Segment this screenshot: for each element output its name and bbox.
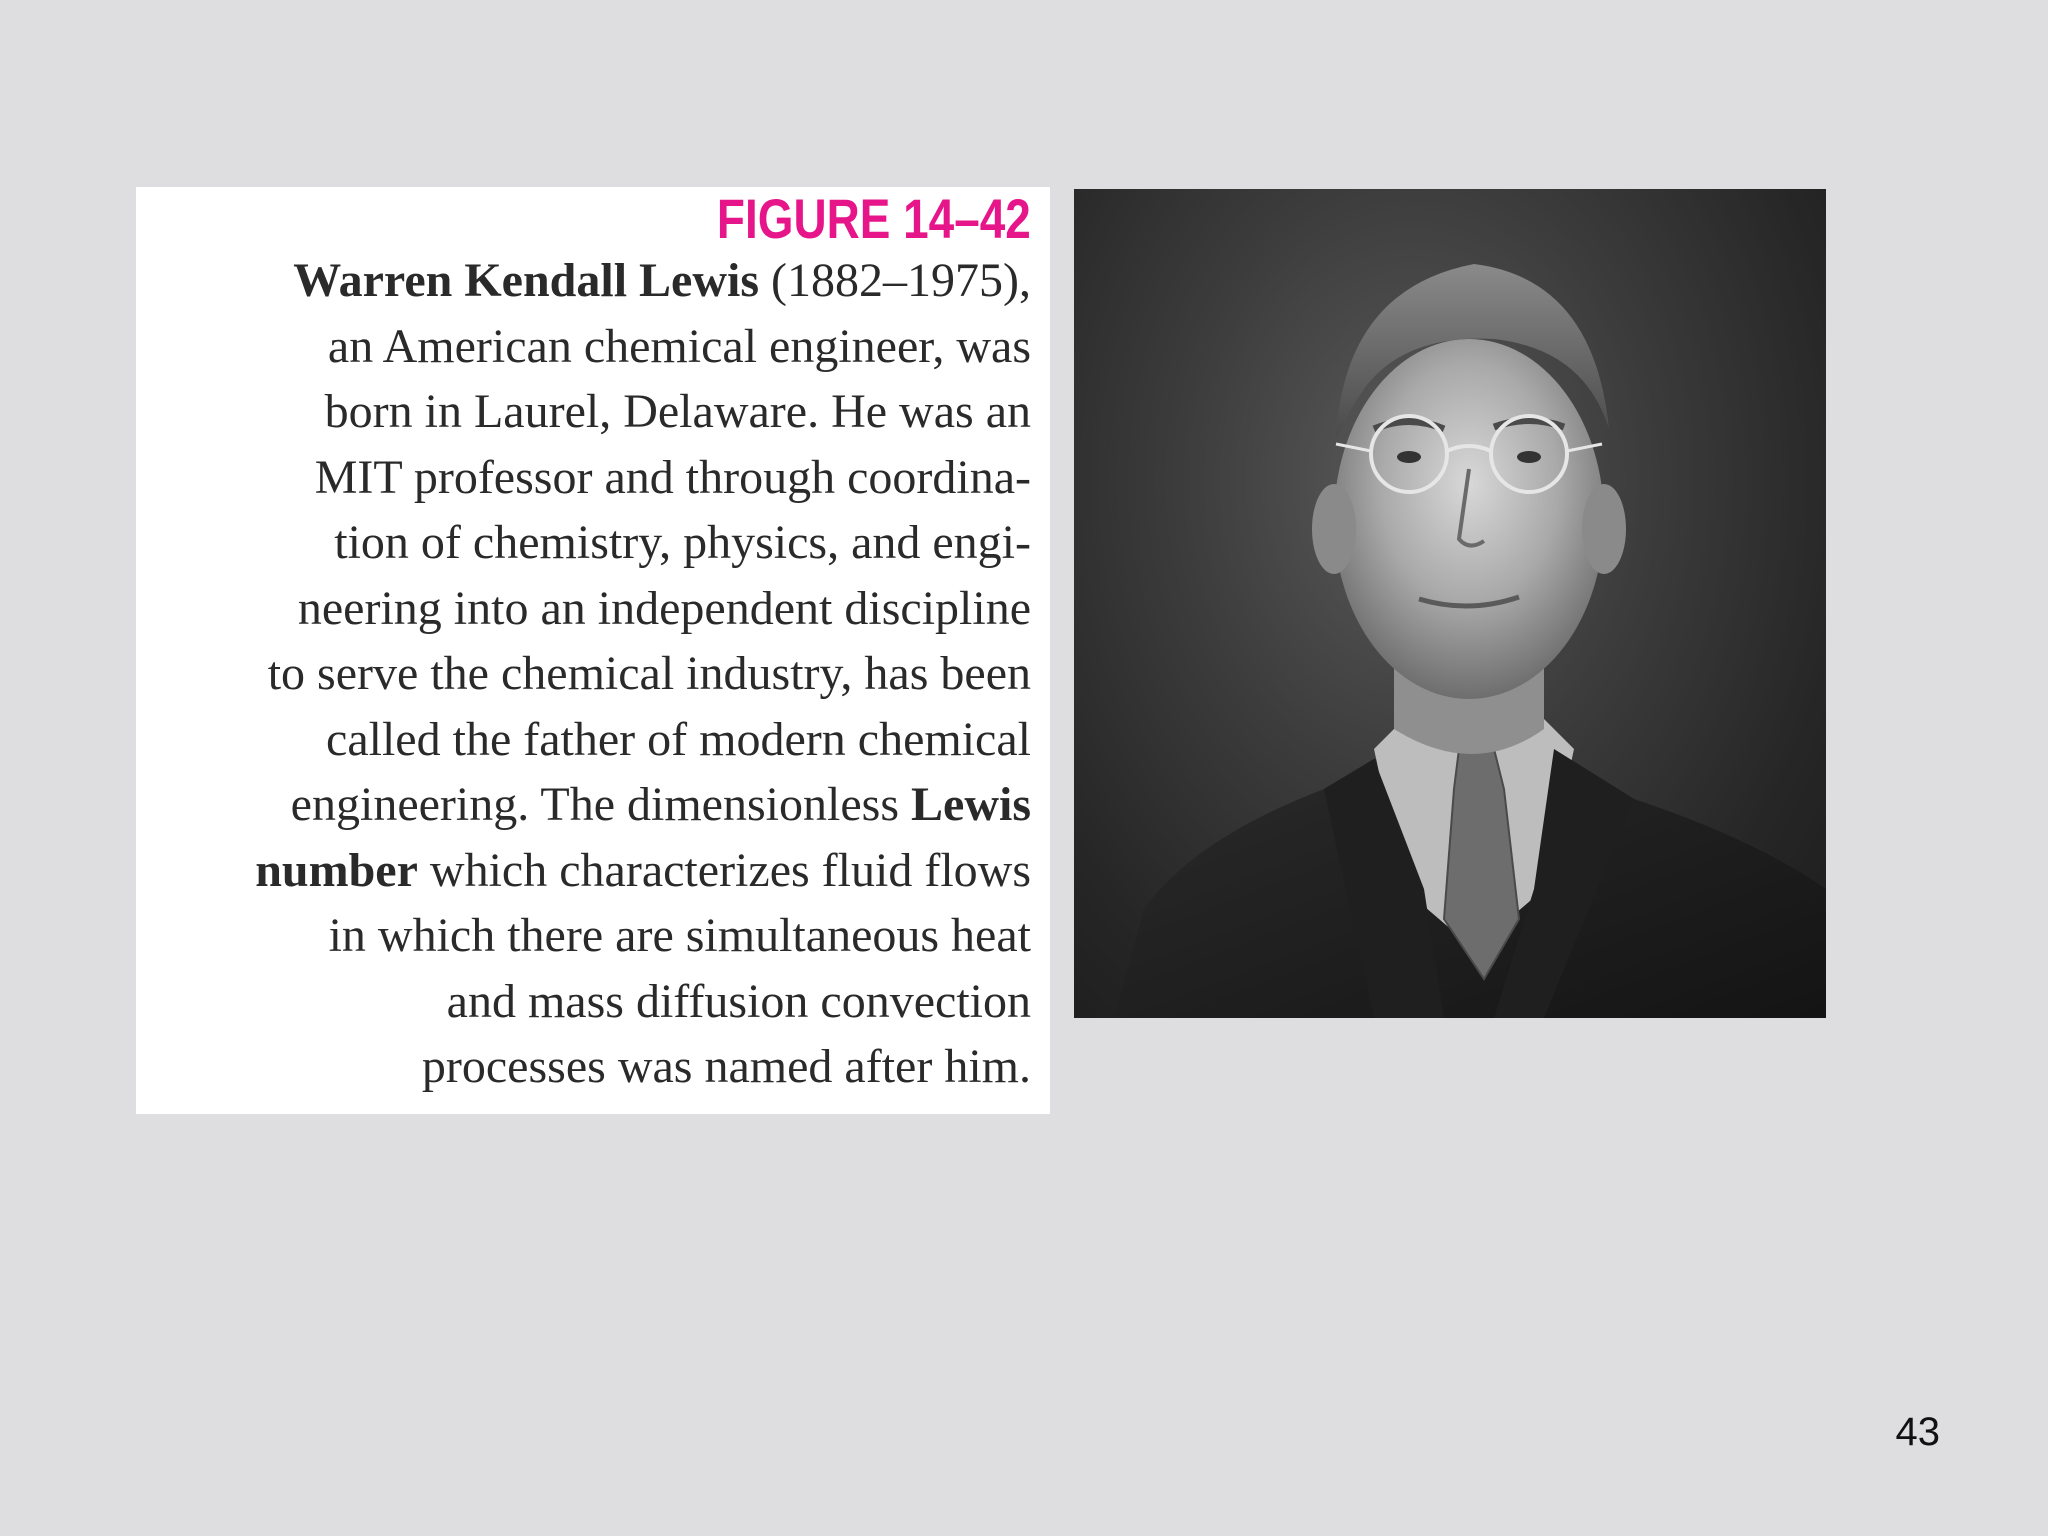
caption-line [131, 641, 1031, 707]
caption-text-segment: which characterizes fluid flows [417, 843, 1031, 897]
caption-text-segment: (1882–1975), [759, 254, 1031, 307]
caption-line [131, 838, 1031, 904]
caption-text-segment: in which there are simultaneous heat [328, 909, 1031, 962]
caption-text-segment: and mass diffusion convection [446, 974, 1031, 1028]
caption-line [131, 1034, 1031, 1100]
caption-text-segment: engineering. The dimensionless [290, 778, 911, 831]
caption-line [131, 772, 1031, 838]
caption-text [131, 248, 1031, 1100]
caption-bold-text: number [255, 843, 418, 897]
caption-bold-text: Warren Kendall Lewis [293, 254, 760, 307]
caption-text-segment: MIT professor and through coordina- [314, 450, 1031, 504]
caption-line [131, 707, 1031, 773]
caption-text-segment: an American chemical engineer, was [327, 319, 1031, 373]
caption-text-segment: processes was named after him. [421, 1040, 1031, 1093]
caption-text-segment: to serve the chemical industry, has been [267, 647, 1031, 700]
figure-label: FIGURE 14–42 [717, 187, 1031, 250]
caption-line [131, 510, 1031, 576]
caption-text-segment: tion of chemistry, physics, and engi- [334, 516, 1031, 569]
caption-line [131, 445, 1031, 511]
caption-text-segment: neering into an independent discipline [297, 581, 1031, 635]
caption-line [131, 969, 1031, 1035]
caption-text-segment: called the father of modern chemical [326, 712, 1031, 766]
caption-line [131, 379, 1031, 445]
caption-line [131, 903, 1031, 969]
caption-line [131, 248, 1031, 314]
figure-caption-box [136, 187, 1050, 1114]
portrait-photo [1074, 189, 1826, 1018]
caption-line [131, 314, 1031, 380]
caption-bold-text: Lewis [911, 778, 1031, 831]
caption-text-segment: born in Laurel, Delaware. He was an [324, 385, 1031, 438]
slide-number: 43 [1895, 1410, 1940, 1454]
caption-line [131, 576, 1031, 642]
